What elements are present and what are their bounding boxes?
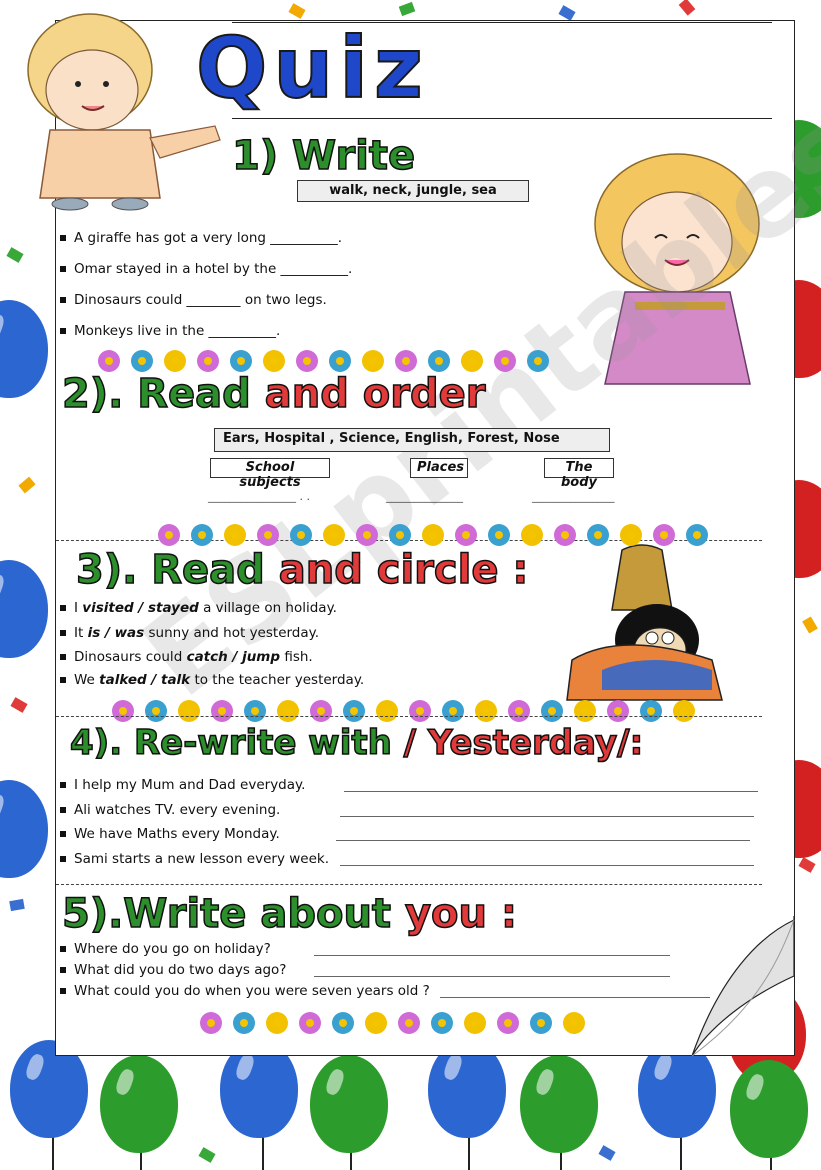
flower-icon [461, 350, 483, 372]
flower-icon [574, 700, 596, 722]
list-item: A giraffe has got a very long __________. [60, 230, 342, 246]
flower-icon [277, 700, 299, 722]
balloon-icon [0, 560, 48, 658]
list-item: We have Maths every Monday. [60, 826, 280, 842]
page-curl-icon [690, 916, 796, 1058]
category-school-subjects: School subjects [210, 458, 330, 478]
section1-word-box: walk, neck, jungle, sea [297, 180, 529, 202]
bullet-icon [60, 235, 66, 241]
flower-icon [263, 350, 285, 372]
confetti-icon [802, 616, 818, 633]
flower-icon [422, 524, 444, 546]
flower-icon [494, 350, 516, 372]
flower-icon [563, 1012, 585, 1034]
bullet-icon [60, 782, 66, 788]
flower-icon [464, 1012, 486, 1034]
flower-icon [178, 700, 200, 722]
flower-icon [428, 350, 450, 372]
confetti-icon [288, 3, 305, 19]
flower-icon [296, 350, 318, 372]
flower-icon [389, 524, 411, 546]
answer-line[interactable] [340, 816, 754, 817]
flower-icon [673, 700, 695, 722]
girl-cartoon-icon [585, 152, 770, 390]
flower-icon [224, 524, 246, 546]
flower-icon [395, 350, 417, 372]
flower-icon [607, 700, 629, 722]
section4-heading-part2: / Yesterday/: [403, 723, 644, 763]
answer-line[interactable] [314, 976, 670, 977]
flower-icon [112, 700, 134, 722]
flower-icon [244, 700, 266, 722]
section3-heading [76, 547, 529, 593]
flower-icon [310, 700, 332, 722]
flower-icon [131, 350, 153, 372]
bullet-icon [60, 605, 66, 611]
flower-icon [497, 1012, 519, 1034]
flower-icon [475, 700, 497, 722]
flower-icon [376, 700, 398, 722]
section5-heading-part1: 5).Write about [62, 891, 392, 937]
bullet-icon [60, 677, 66, 683]
choice-pair[interactable]: catch / jump [186, 649, 281, 665]
confetti-icon [558, 5, 575, 21]
section2-heading-part2: and order [264, 371, 486, 417]
flower-icon [455, 524, 477, 546]
bullet-icon [60, 856, 66, 862]
flower-icon [409, 700, 431, 722]
flower-icon [266, 1012, 288, 1034]
balloon-icon [100, 1055, 178, 1153]
flower-divider [158, 524, 708, 546]
choice-pair[interactable]: visited / stayed [82, 600, 199, 616]
balloon-icon [520, 1055, 598, 1153]
flower-icon [686, 524, 708, 546]
bullet-icon [60, 630, 66, 636]
flower-icon [653, 524, 675, 546]
flower-icon [329, 350, 351, 372]
list-item: We talked / talk to the teacher yesterday. [60, 672, 364, 688]
choice-pair[interactable]: talked / talk [99, 672, 191, 688]
flower-icon [343, 700, 365, 722]
flower-icon [257, 524, 279, 546]
list-item: I visited / stayed a village on holiday. [60, 600, 337, 616]
list-item: Omar stayed in a hotel by the __________. [60, 261, 352, 277]
flower-icon [290, 524, 312, 546]
bullet-icon [60, 328, 66, 334]
confetti-icon [798, 857, 815, 873]
flower-icon [98, 350, 120, 372]
goofy-cartoon-icon [562, 540, 732, 705]
confetti-icon [10, 697, 27, 713]
bullet-icon [60, 297, 66, 303]
section4-heading [70, 723, 644, 763]
flower-icon [431, 1012, 453, 1034]
section2-heading [62, 371, 486, 417]
answer-line[interactable] [336, 840, 750, 841]
flower-icon [620, 524, 642, 546]
bullet-icon [60, 988, 66, 994]
confetti-icon [598, 1145, 615, 1161]
answer-line[interactable] [344, 791, 758, 792]
bullet-icon [60, 946, 66, 952]
bullet-icon [60, 831, 66, 837]
flower-icon [158, 524, 180, 546]
section2-heading-part1: 2). Read [62, 371, 251, 417]
answer-blank[interactable]: ______________ [386, 490, 463, 503]
answer-blank[interactable]: _______________ [532, 490, 615, 503]
flower-icon [145, 700, 167, 722]
flower-icon [508, 700, 530, 722]
flower-icon [164, 350, 186, 372]
bullet-icon [60, 967, 66, 973]
flower-icon [200, 1012, 222, 1034]
flower-divider [112, 700, 695, 722]
list-item: What could you do when you were seven years old ? [60, 983, 430, 999]
flower-icon [191, 524, 213, 546]
balloon-icon [310, 1055, 388, 1153]
boy-cartoon-icon [10, 8, 225, 213]
flower-icon [554, 524, 576, 546]
flower-icon [488, 524, 510, 546]
category-places: Places [410, 458, 468, 478]
confetti-icon [198, 1147, 215, 1163]
flower-divider [98, 350, 549, 372]
answer-line[interactable] [340, 865, 754, 866]
flower-icon [541, 700, 563, 722]
answer-line[interactable] [314, 955, 670, 956]
section-divider [56, 884, 762, 885]
answer-line[interactable] [440, 997, 710, 998]
section3-heading-part1: 3). Read [76, 547, 265, 593]
flower-icon [211, 700, 233, 722]
section5-heading [62, 891, 517, 937]
confetti-icon [6, 247, 23, 263]
quiz-title: Quiz [196, 19, 429, 117]
confetti-icon [18, 477, 35, 494]
confetti-icon [399, 2, 416, 16]
section-divider [56, 716, 762, 717]
list-item: Monkeys live in the __________. [60, 323, 280, 339]
flower-icon [362, 350, 384, 372]
list-item: Sami starts a new lesson every week. [60, 851, 329, 867]
confetti-icon [9, 899, 25, 911]
section4-heading-part1: 4). Re-write with [70, 723, 392, 763]
flower-icon [299, 1012, 321, 1034]
flower-icon [323, 524, 345, 546]
bullet-icon [60, 266, 66, 272]
flower-divider [200, 1012, 585, 1034]
confetti-icon [679, 0, 696, 16]
balloon-icon [0, 300, 48, 398]
list-item: I help my Mum and Dad everyday. [60, 777, 305, 793]
section1-heading-text: 1) Write [232, 133, 416, 179]
list-item: Where do you go on holiday? [60, 941, 271, 957]
section3-heading-part2: and circle : [278, 547, 529, 593]
section2-word-box: Ears, Hospital , Science, English, Forest, Nose [214, 428, 610, 452]
section5-heading-part2: you : [404, 891, 517, 937]
category-the-body: The body [544, 458, 614, 478]
flower-icon [398, 1012, 420, 1034]
flower-icon [356, 524, 378, 546]
list-item: Ali watches TV. every evening. [60, 802, 280, 818]
list-item: What did you do two days ago? [60, 962, 286, 978]
flower-icon [587, 524, 609, 546]
section1-heading [232, 133, 416, 179]
list-item: Dinosaurs could catch / jump fish. [60, 649, 313, 665]
flower-icon [332, 1012, 354, 1034]
flower-icon [442, 700, 464, 722]
flower-icon [365, 1012, 387, 1034]
flower-icon [530, 1012, 552, 1034]
balloon-icon [0, 780, 48, 878]
choice-pair[interactable]: is / was [87, 625, 145, 641]
flower-icon [521, 524, 543, 546]
list-item: It is / was sunny and hot yesterday. [60, 625, 319, 641]
flower-icon [197, 350, 219, 372]
balloon-icon [730, 1060, 808, 1158]
flower-icon [233, 1012, 255, 1034]
title-rule-bottom [232, 118, 772, 119]
flower-icon [527, 350, 549, 372]
answer-blank[interactable]: ________________ . . [208, 490, 310, 503]
bullet-icon [60, 654, 66, 660]
flower-icon [230, 350, 252, 372]
list-item: Dinosaurs could ________ on two legs. [60, 292, 327, 308]
bullet-icon [60, 807, 66, 813]
flower-icon [640, 700, 662, 722]
